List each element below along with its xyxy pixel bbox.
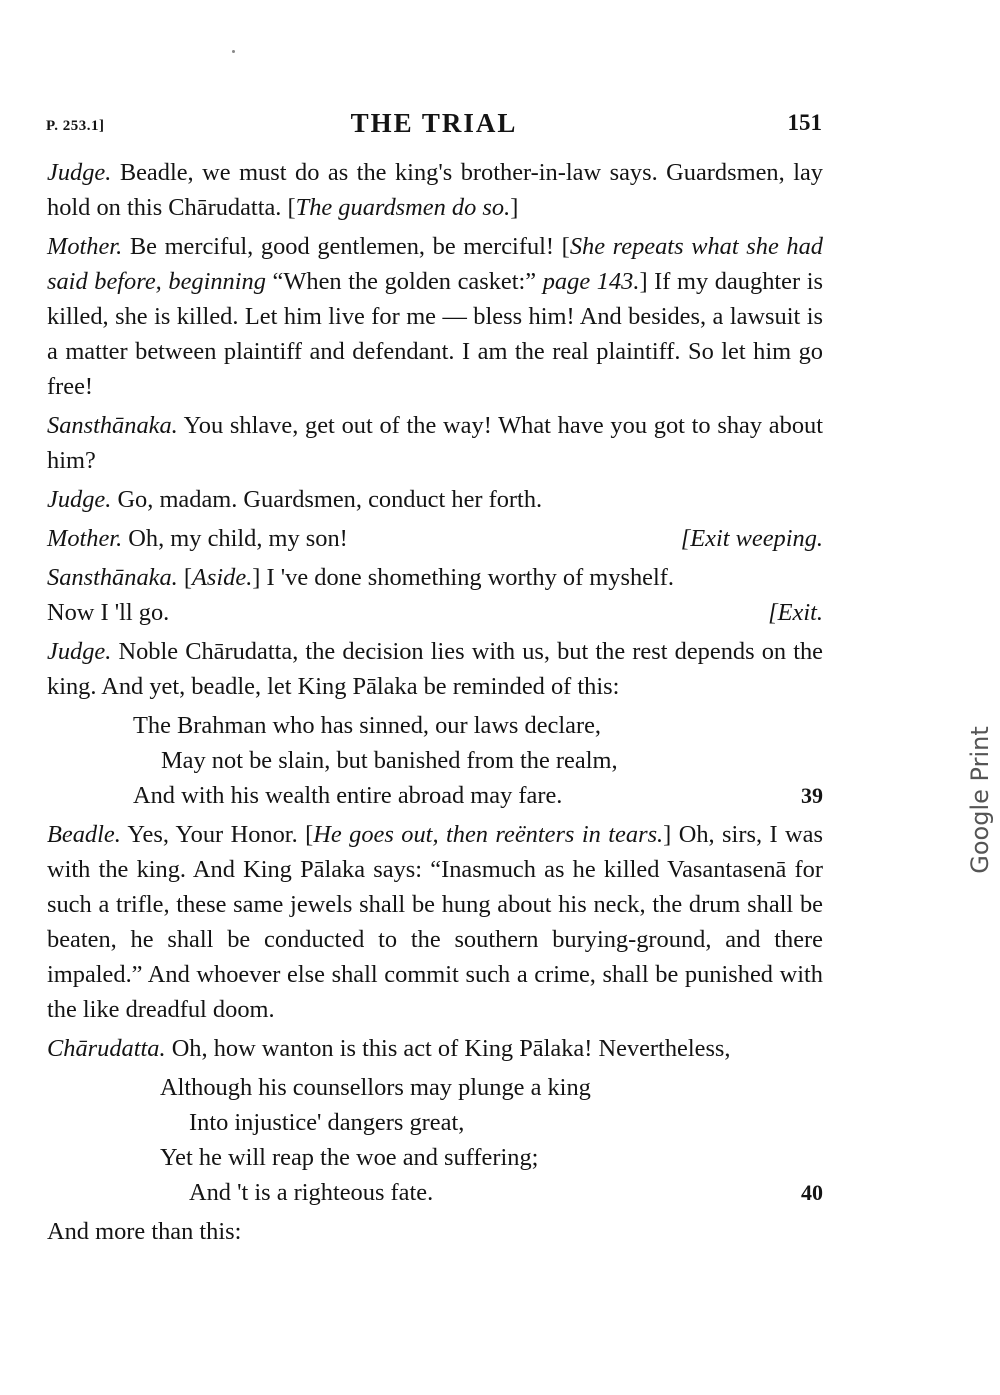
page-body [47, 155, 823, 1253]
verse-line-text: And 't is a righteous fate. [189, 1179, 434, 1206]
exit-direction: [Exit weeping. [680, 525, 823, 552]
verse-40 [47, 1070, 823, 1210]
speech-text: ] Oh, sirs, I was with the king. And King Pālaka says: “Inasmuch as he killed Vasantasenā for such a trifle, these same jewels shall be hung about his neck, the drum shall be beaten, he shall be conducted to the southern burying-ground, and there impaled.” And whoever else shall commit such a crime, shall be punished with the like dreadful doom. [47, 821, 823, 1023]
speech-text: ] [510, 194, 519, 221]
verse-line: Although his counsellors may plunge a king [160, 1074, 591, 1101]
verse-number: 39 [801, 783, 823, 808]
speech-text: Beadle, we must do as the king's brother-in-law says. Guardsmen, lay hold on this Chārudatta. [ [47, 159, 823, 221]
paragraph-beadle [47, 817, 823, 1027]
verse-line: Into injustice' dangers great, [189, 1109, 465, 1136]
verse-line-last [47, 1175, 823, 1210]
page-number: 151 [787, 110, 822, 135]
paragraph-charudatta [47, 1031, 823, 1066]
side-label-text: Google Print [966, 725, 994, 874]
speech-text: Oh, my child, my son! [122, 525, 348, 552]
verse-line-text: And with his wealth entire abroad may fare. [133, 782, 563, 809]
paragraph-mother-2 [47, 521, 823, 556]
verse-39 [47, 708, 823, 813]
speech-text: “When the golden casket:” [265, 268, 543, 295]
speech-text: ] I 've done shomething worthy of myshelf. [252, 564, 674, 591]
page-reference: P. 253.1] [46, 118, 105, 134]
speech-text: Noble Chārudatta, the decision lies with us, but the rest depends on the king. And yet, beadle, let King Pālaka be reminded of this: [47, 638, 823, 700]
speaker-name: Chārudatta. [47, 1035, 166, 1062]
verse-line: May not be slain, but banished from the realm, [161, 747, 618, 774]
speaker-name: Judge. [47, 486, 112, 513]
speck-mark [232, 50, 235, 53]
speech-text: Oh, how wanton is this act of King Pālaka! Nevertheless, [165, 1035, 731, 1062]
speaker-name: Judge. [47, 638, 112, 665]
closing-line: And more than this: [47, 1218, 242, 1245]
verse-line-last [47, 778, 823, 813]
paragraph-mother-1 [47, 229, 823, 404]
speaker-name: Mother. [47, 525, 123, 552]
paragraph-judge-3 [47, 634, 823, 704]
speaker-name: Sansthānaka. [47, 412, 178, 439]
running-header [46, 108, 822, 142]
stage-direction: page 143. [542, 268, 640, 295]
verse-line: The Brahman who has sinned, our laws declare, [133, 712, 602, 739]
speech-text: [ [177, 564, 192, 591]
speaker-name: Beadle. [47, 821, 121, 848]
stage-direction: The guardsmen do so. [295, 194, 511, 221]
speech-text: Be merciful, good gentlemen, be merciful! [ [122, 233, 570, 260]
side-label [960, 712, 1000, 887]
speech-text: Yes, Your Honor. [ [120, 821, 314, 848]
stage-direction: Aside. [192, 564, 253, 591]
speech-text: Go, madam. Guardsmen, conduct her forth. [111, 486, 543, 513]
speaker-name: Sansthānaka. [47, 564, 178, 591]
paragraph-sansthanaka-1 [47, 408, 823, 478]
paragraph-judge-2 [47, 482, 823, 517]
speaker-name: Mother. [47, 233, 123, 260]
speech-text: ] If my daughter is killed, she is killed. Let him live for me — bless him! And besides, a lawsuit is a matter between plaintiff and defendant. I am the real plaintiff. So let him go free! [47, 268, 823, 400]
paragraph-sansthanaka-2 [47, 560, 823, 630]
exit-direction: [Exit. [768, 599, 823, 626]
stage-direction: She repeats what she had said before, beginning [47, 233, 823, 295]
verse-line: Yet he will reap the woe and suffering; [160, 1144, 539, 1171]
verse-number: 40 [801, 1180, 823, 1205]
stage-direction: He goes out, then reënters in tears. [313, 821, 664, 848]
speech-text: Now I 'll go. [47, 599, 170, 626]
page-title: THE TRIAL [350, 108, 518, 138]
paragraph-judge-1 [47, 155, 823, 225]
speaker-name: Judge. [47, 159, 112, 186]
speech-text: You shlave, get out of the way! What have you got to shay about him? [47, 412, 823, 474]
